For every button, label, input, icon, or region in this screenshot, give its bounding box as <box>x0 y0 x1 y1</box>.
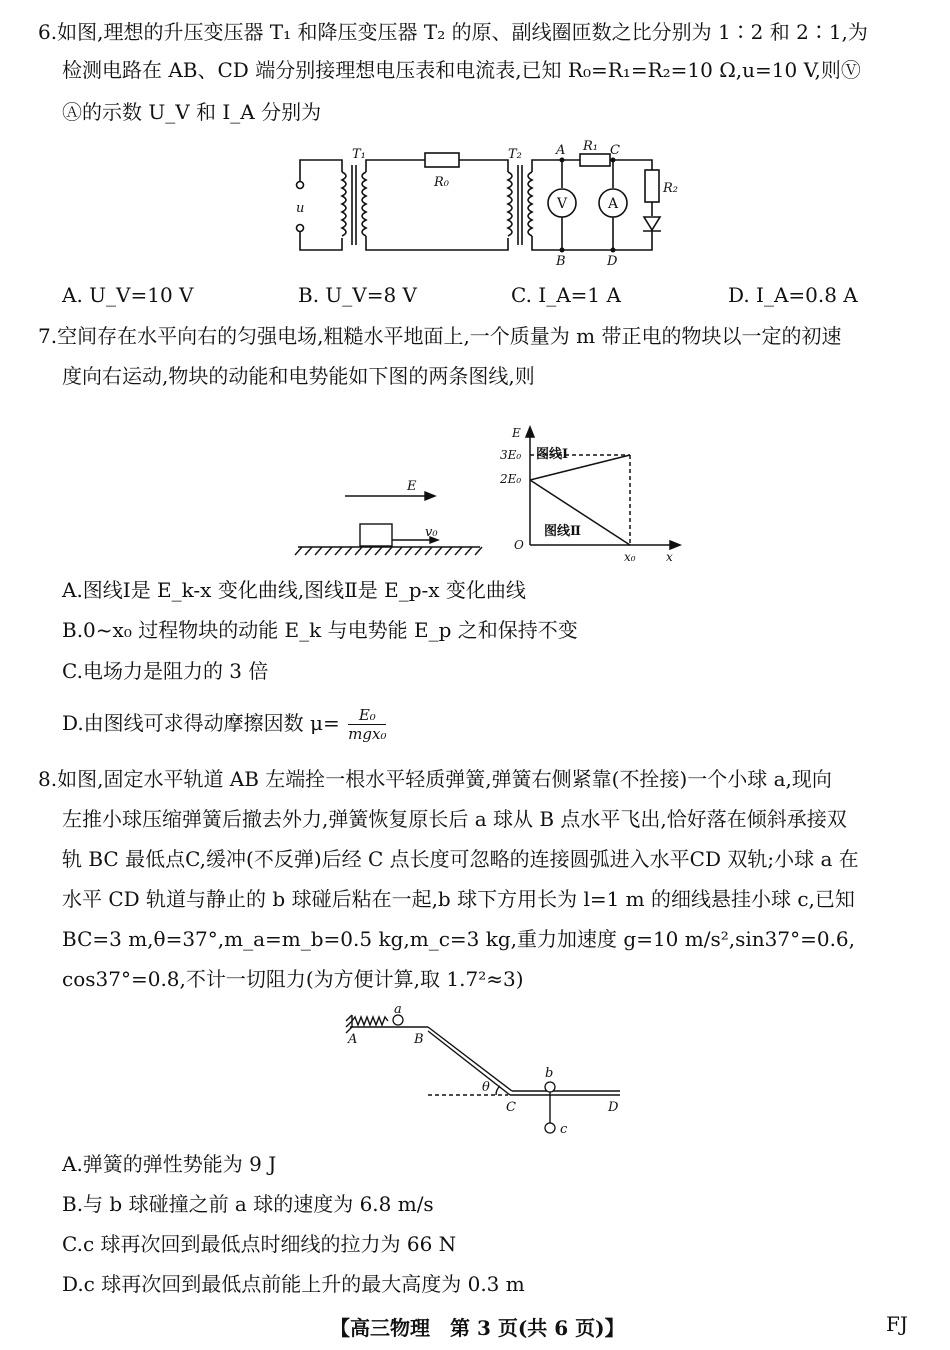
q7-option-d <box>62 706 386 743</box>
q7-axis-x-label: x <box>666 550 673 564</box>
q8-label-c-ball: c <box>560 1122 568 1137</box>
q8-ball-c <box>545 1123 555 1133</box>
q6-label-r2: R₂ <box>663 181 678 196</box>
q7-stem-line-1: 7.空间存在水平向右的匀强电场,粗糙水平地面上,一个质量为 m 带正电的物块以一定的初速 <box>38 324 842 348</box>
q7-origin-label: O <box>514 538 524 552</box>
q6-option-d: D. I_A=0.8 A <box>728 283 858 307</box>
q6-option-a: A. U_V=10 V <box>62 283 194 307</box>
q6-circuit-diagram <box>290 140 690 270</box>
q8-option-a: A.弹簧的弹性势能为 9 J <box>62 1152 277 1176</box>
q7-v0-label: v₀ <box>425 525 438 540</box>
q6-voltmeter-symbol: V <box>556 196 568 212</box>
q8-label-b-ball: b <box>545 1066 554 1081</box>
q8-stem-line-6: cos37°=0.8,不计一切阻力(为方便计算,取 1.7²≈3) <box>62 967 524 991</box>
page-footer: 【高三物理 第 3 页(共 6 页)】 <box>330 1316 625 1340</box>
q6-label-u: u <box>296 201 305 216</box>
q6-stem-line-3: Ⓐ的示数 U_V 和 I_A 分别为 <box>62 100 322 124</box>
q6-label-r1: R₁ <box>583 140 598 154</box>
q8-label-theta: θ <box>482 1080 490 1095</box>
q8-stem-line-5: BC=3 m,θ=37°,m_a=m_b=0.5 kg,m_c=3 kg,重力加速度 g=10 m/s²,sin37°=0.6, <box>62 927 856 951</box>
q7-option-d-text: D.由图线可求得动摩擦因数 μ= <box>62 711 340 735</box>
q6-option-c: C. I_A=1 A <box>511 283 621 307</box>
q6-stem-line-1: 6.如图,理想的升压变压器 T₁ 和降压变压器 T₂ 的原、副线圈匝数之比分别为 1∶2 和 2∶1,为 <box>38 20 868 44</box>
q7-field-label: E <box>407 479 417 494</box>
q8-stem-line-1: 8.如图,固定水平轨道 AB 左端拴一根水平轻质弹簧,弹簧右侧紧靠(不拴接)一个小球 a,现向 <box>38 767 832 791</box>
q8-stem-line-3: 轨 BC 最低点C,缓冲(不反弹)后经 C 点长度可忽略的连接圆弧进入水平CD 双轨;小球 a 在 <box>62 847 859 871</box>
q6-label-a: A <box>556 143 566 158</box>
q7-fraction <box>348 706 386 743</box>
q7-stem-line-2: 度向右运动,物块的动能和电势能如下图的两条图线,则 <box>62 364 535 388</box>
q6-label-d: D <box>607 254 618 269</box>
q7-option-b: B.0~x₀ 过程物块的动能 E_k 与电势能 E_p 之和保持不变 <box>62 618 578 642</box>
footer-tag: FJ <box>886 1312 908 1336</box>
q7-axis-y-label: E <box>512 426 521 440</box>
q6-label-c: C <box>610 143 620 158</box>
q8-stem-line-4: 水平 CD 轨道与静止的 b 球碰后粘在一起,b 球下方用长为 l=1 m 的细线悬挂小球 c,已知 <box>62 887 855 911</box>
q7-tick-3e0: 3E₀ <box>500 448 522 462</box>
q6-stem-line-2: 检测电路在 AB、CD 端分别接理想电压表和电流表,已知 R₀=R₁=R₂=10 Ω,u=10 V,则Ⓥ <box>62 58 861 82</box>
q6-option-b: B. U_V=8 V <box>298 283 417 307</box>
q7-block-diagram <box>290 470 490 570</box>
q6-ammeter-symbol: A <box>607 196 619 212</box>
q8-option-d: D.c 球再次回到最低点前能上升的最大高度为 0.3 m <box>62 1272 525 1296</box>
q7-line-2-label: 图线Ⅱ <box>544 524 581 539</box>
q6-label-t2: T₂ <box>508 147 522 162</box>
q8-ball-b <box>545 1082 555 1092</box>
q6-label-r0: R₀ <box>434 175 449 190</box>
q7-fraction-numerator: E₀ <box>348 706 386 725</box>
q7-fraction-denominator: mgx₀ <box>348 725 387 743</box>
q8-label-a-ball: a <box>394 1005 402 1017</box>
q7-tick-2e0: 2E₀ <box>500 472 522 486</box>
q8-option-b: B.与 b 球碰撞之前 a 球的速度为 6.8 m/s <box>62 1192 434 1216</box>
q7-energy-graph <box>500 425 690 570</box>
q7-option-a: A.图线Ⅰ是 E_k-x 变化曲线,图线Ⅱ是 E_p-x 变化曲线 <box>62 578 526 602</box>
q6-label-b: B <box>556 254 566 269</box>
q8-option-c: C.c 球再次回到最低点时细线的拉力为 66 N <box>62 1232 457 1256</box>
q7-option-c: C.电场力是阻力的 3 倍 <box>62 659 269 683</box>
q6-label-t1: T₁ <box>352 147 366 162</box>
q8-label-point-d: D <box>608 1100 619 1115</box>
q7-tick-x0: x₀ <box>624 550 636 564</box>
q8-track-diagram <box>340 1005 640 1145</box>
q8-label-point-b: B <box>414 1032 424 1047</box>
q8-stem-line-2: 左推小球压缩弹簧后撤去外力,弹簧恢复原长后 a 球从 B 点水平飞出,恰好落在倾斜承接双 <box>62 807 847 831</box>
q8-label-point-c: C <box>506 1100 516 1115</box>
q7-line-1-label: 图线Ⅰ <box>536 447 569 462</box>
q8-label-point-a: A <box>348 1032 358 1047</box>
